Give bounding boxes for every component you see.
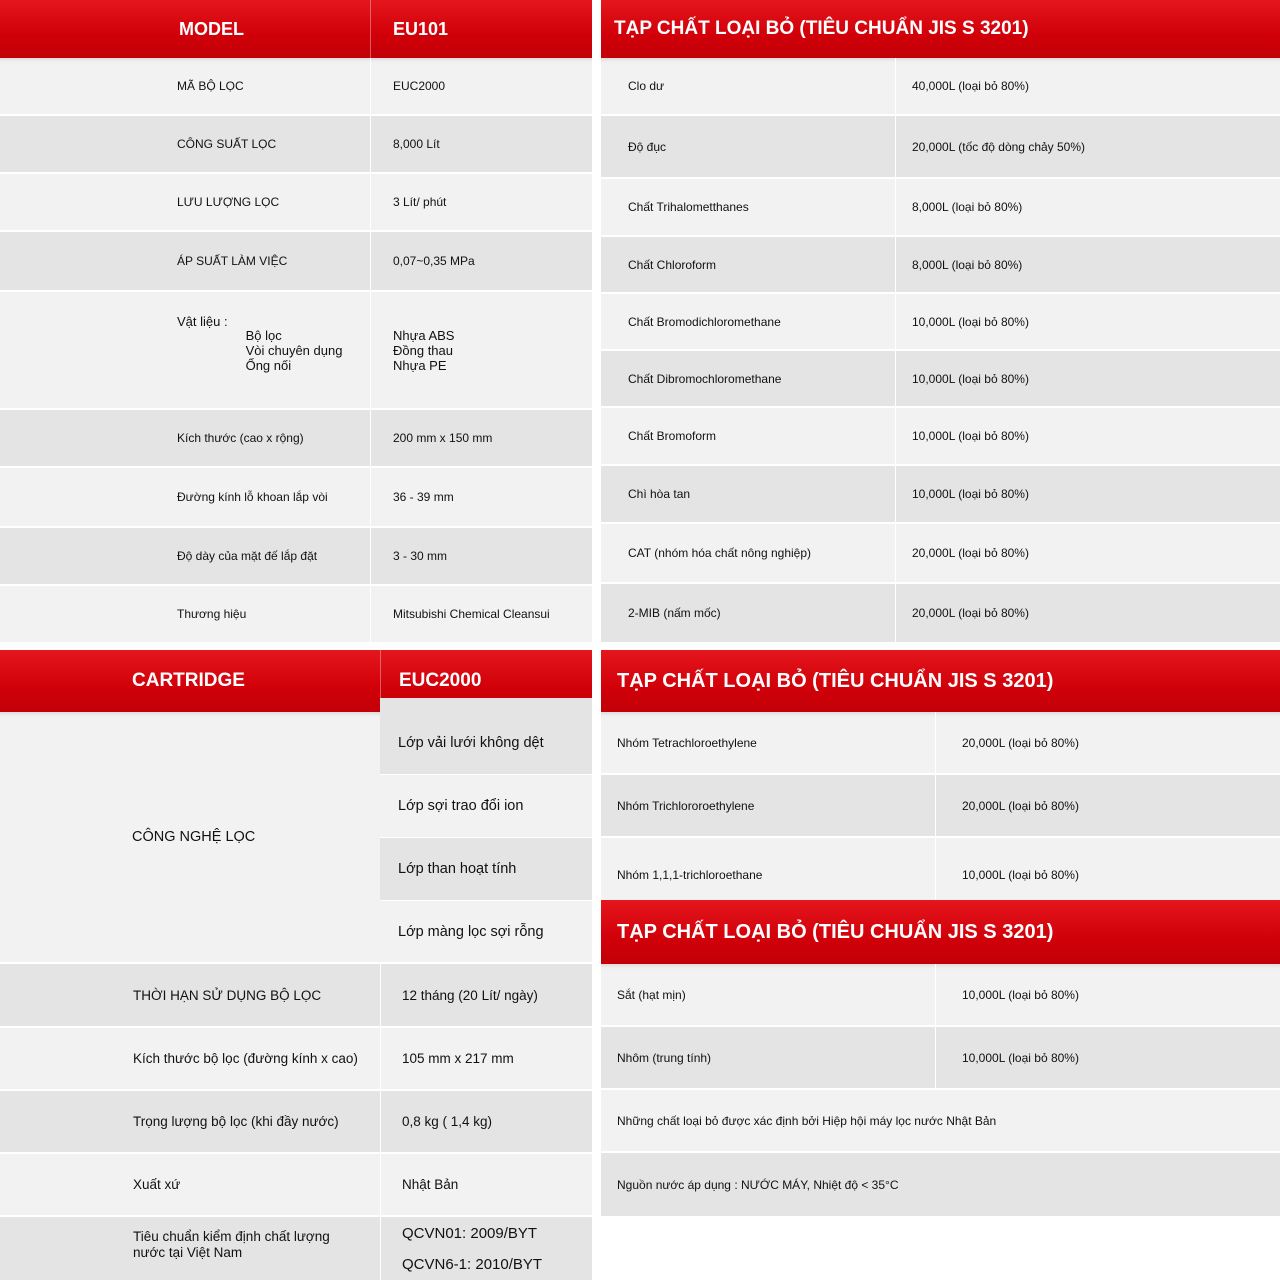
impurity-value: 10,000L (loại bỏ 80%) xyxy=(895,408,1029,464)
table-row xyxy=(601,179,1280,237)
impurities-title: TẠP CHẤT LOẠI BỎ (TIÊU CHUẨN JIS S 3201) xyxy=(617,669,1054,692)
materials-label: Vật liệu : xyxy=(177,313,228,329)
impurity-value: 10,000L (loại bỏ 80%) xyxy=(935,838,1079,900)
impurity-value: 20,000L (tốc độ dòng chảy 50%) xyxy=(895,116,1085,177)
impurity-name: Độ đục xyxy=(628,139,667,154)
cartridge-value: 105 mm x 217 mm xyxy=(380,1028,514,1089)
model-spec-header xyxy=(0,0,592,58)
table-row xyxy=(0,174,592,232)
table-row xyxy=(601,524,1280,584)
impurity-value: 20,000L (loại bỏ 80%) xyxy=(895,584,1029,642)
table-row xyxy=(0,528,592,586)
cartridge-value: Nhật Bản xyxy=(380,1154,458,1215)
cartridge-label: Trọng lượng bộ lọc (khi đầy nước) xyxy=(133,1114,339,1129)
table-row xyxy=(601,351,1280,408)
quality-standard-row xyxy=(0,1217,592,1280)
standard-label-line2: nước tại Việt Nam xyxy=(133,1244,243,1260)
table-row xyxy=(0,116,592,174)
cartridge-header-label: CARTRIDGE xyxy=(132,670,245,691)
material-value: Nhựa PE xyxy=(393,357,447,373)
impurity-value: 20,000L (loại bỏ 80%) xyxy=(935,712,1079,773)
spec-value: EUC2000 xyxy=(370,58,592,114)
standard-value: QCVN6-1: 2010/BYT xyxy=(402,1255,543,1273)
note-water-source: Nguồn nước áp dụng : NƯỚC MÁY, Nhiệt độ < 35°C xyxy=(601,1153,1280,1216)
impurity-value: 40,000L (loại bỏ 80%) xyxy=(895,58,1029,114)
filter-layer: Lớp màng lọc sợi rỗng xyxy=(380,901,592,962)
table-row xyxy=(601,712,1280,775)
table-row xyxy=(601,964,1280,1027)
table-row xyxy=(601,58,1280,116)
spec-label: Đường kính lỗ khoan lắp vòi xyxy=(177,490,328,504)
impurities-header-1 xyxy=(601,0,1280,58)
impurity-value: 10,000L (loại bỏ 80%) xyxy=(935,964,1079,1025)
impurity-value: 10,000L (loại bỏ 80%) xyxy=(895,351,1029,406)
table-row xyxy=(601,237,1280,294)
cartridge-label: THỜI HẠN SỬ DỤNG BỘ LỌC xyxy=(133,987,322,1003)
impurity-name: Chì hòa tan xyxy=(628,487,691,501)
impurity-name: Chất Trihalometthanes xyxy=(628,200,749,214)
cartridge-value: 0,8 kg ( 1,4 kg) xyxy=(380,1091,492,1152)
spec-value: 0,07~0,35 MPa xyxy=(370,232,592,290)
cartridge-label: Kích thước bộ lọc (đường kính x cao) xyxy=(133,1051,358,1066)
material-value: Đồng thau xyxy=(393,342,453,358)
spec-value: 200 mm x 150 mm xyxy=(370,410,592,466)
impurity-value: 10,000L (loại bỏ 80%) xyxy=(895,294,1029,349)
spec-label: MÃ BỘ LỌC xyxy=(177,79,244,93)
filter-layer: Lớp vải lưới không dệt xyxy=(380,698,592,775)
spec-value: 8,000 Lít xyxy=(370,116,592,172)
table-row xyxy=(601,466,1280,524)
standard-value: QCVN01: 2009/BYT xyxy=(402,1224,538,1242)
impurity-name: Clo dư xyxy=(628,79,665,93)
impurity-value: 8,000L (loại bỏ 80%) xyxy=(895,179,1022,235)
table-row xyxy=(0,1028,592,1091)
table-row xyxy=(601,584,1280,644)
impurity-name: Chất Dibromochloromethane xyxy=(628,371,782,386)
table-row xyxy=(601,1027,1280,1090)
impurities-table-2 xyxy=(601,650,1280,900)
impurity-value: 10,000L (loại bỏ 80%) xyxy=(935,1027,1079,1088)
cartridge-header-value: EUC2000 xyxy=(380,650,592,712)
impurities-title: TẠP CHẤT LOẠI BỎ (TIÊU CHUẨN JIS S 3201) xyxy=(614,18,1029,39)
filter-layer: Lớp sợi trao đổi ion xyxy=(380,775,592,838)
spec-value: Mitsubishi Chemical Cleansui xyxy=(370,586,592,642)
impurity-name: 2-MIB (nấm mốc) xyxy=(628,606,721,620)
note-association: Những chất loại bỏ được xác định bởi Hiệp hội máy lọc nước Nhật Bản xyxy=(601,1090,1280,1153)
cartridge-value: 12 tháng (20 Lít/ ngày) xyxy=(380,964,538,1026)
spec-label: CÔNG SUẤT LỌC xyxy=(177,137,277,151)
impurity-name: Chất Chloroform xyxy=(628,257,717,272)
standard-label-line1: Tiêu chuẩn kiểm định chất lượng xyxy=(133,1228,330,1244)
materials-values xyxy=(393,328,454,373)
impurities-table-3 xyxy=(601,900,1280,1216)
table-row xyxy=(0,1091,592,1154)
table-row xyxy=(0,1154,592,1217)
table-row xyxy=(0,586,592,644)
cartridge-table xyxy=(0,650,592,1280)
impurity-value: 20,000L (loại bỏ 80%) xyxy=(895,524,1029,582)
spec-label: ÁP SUẤT LÀM VIỆC xyxy=(177,254,288,268)
impurity-name: Nhóm Tetrachloroethylene xyxy=(617,735,757,750)
table-row xyxy=(0,410,592,468)
impurity-value: 8,000L (loại bỏ 80%) xyxy=(895,237,1022,292)
table-row-materials xyxy=(0,292,592,410)
impurity-name: CAT (nhóm hóa chất nông nghiệp) xyxy=(628,546,812,560)
materials-label-group xyxy=(177,313,343,373)
spec-label: Độ dày của mặt đế lắp đặt xyxy=(177,549,318,563)
impurities-table-1 xyxy=(601,0,1280,644)
impurity-name: Chất Bromodichloromethane xyxy=(628,314,781,329)
table-row xyxy=(0,58,592,116)
impurity-name: Nhóm 1,1,1-trichloroethane xyxy=(617,868,763,882)
model-header-value: EU101 xyxy=(370,0,592,58)
table-row xyxy=(601,408,1280,466)
spec-label: Kích thước (cao x rộng) xyxy=(177,431,304,445)
spec-value: 36 - 39 mm xyxy=(370,468,592,526)
spec-label: Thương hiệu xyxy=(177,607,247,621)
impurity-name: Chất Bromoform xyxy=(628,429,717,443)
model-spec-table xyxy=(0,0,592,644)
material-part: Bộ lọc xyxy=(245,327,282,343)
material-part: Vòi chuyên dụng xyxy=(245,342,343,358)
material-part: Ống nối xyxy=(245,357,292,373)
cartridge-label: Xuất xứ xyxy=(133,1177,181,1192)
impurities-title: TẠP CHẤT LOẠI BỎ (TIÊU CHUẨN JIS S 3201) xyxy=(617,920,1054,943)
table-row xyxy=(0,468,592,528)
impurity-name: Sắt (hạt mịn) xyxy=(617,987,686,1002)
model-header-label: MODEL xyxy=(179,18,244,39)
impurity-name: Nhôm (trung tính) xyxy=(617,1050,712,1065)
impurity-value: 10,000L (loại bỏ 80%) xyxy=(895,466,1029,522)
table-row xyxy=(0,232,592,292)
impurity-value: 20,000L (loại bỏ 80%) xyxy=(935,775,1079,836)
filter-layer: Lớp than hoạt tính xyxy=(380,838,592,901)
filter-technology-label: CÔNG NGHỆ LỌC xyxy=(132,829,256,845)
table-row xyxy=(601,775,1280,838)
table-row xyxy=(601,116,1280,179)
table-row xyxy=(0,964,592,1028)
filter-technology-row xyxy=(0,712,592,964)
table-row xyxy=(601,294,1280,351)
spec-value: 3 Lít/ phút xyxy=(370,174,592,230)
impurities-header-3 xyxy=(601,900,1280,964)
material-value: Nhựa ABS xyxy=(393,327,455,343)
table-row xyxy=(601,838,1280,900)
spec-label: LƯU LƯỢNG LỌC xyxy=(177,195,280,209)
spec-value: 3 - 30 mm xyxy=(370,528,592,584)
impurity-name: Nhóm Trichlororoethylene xyxy=(617,798,755,813)
impurities-header-2 xyxy=(601,650,1280,712)
